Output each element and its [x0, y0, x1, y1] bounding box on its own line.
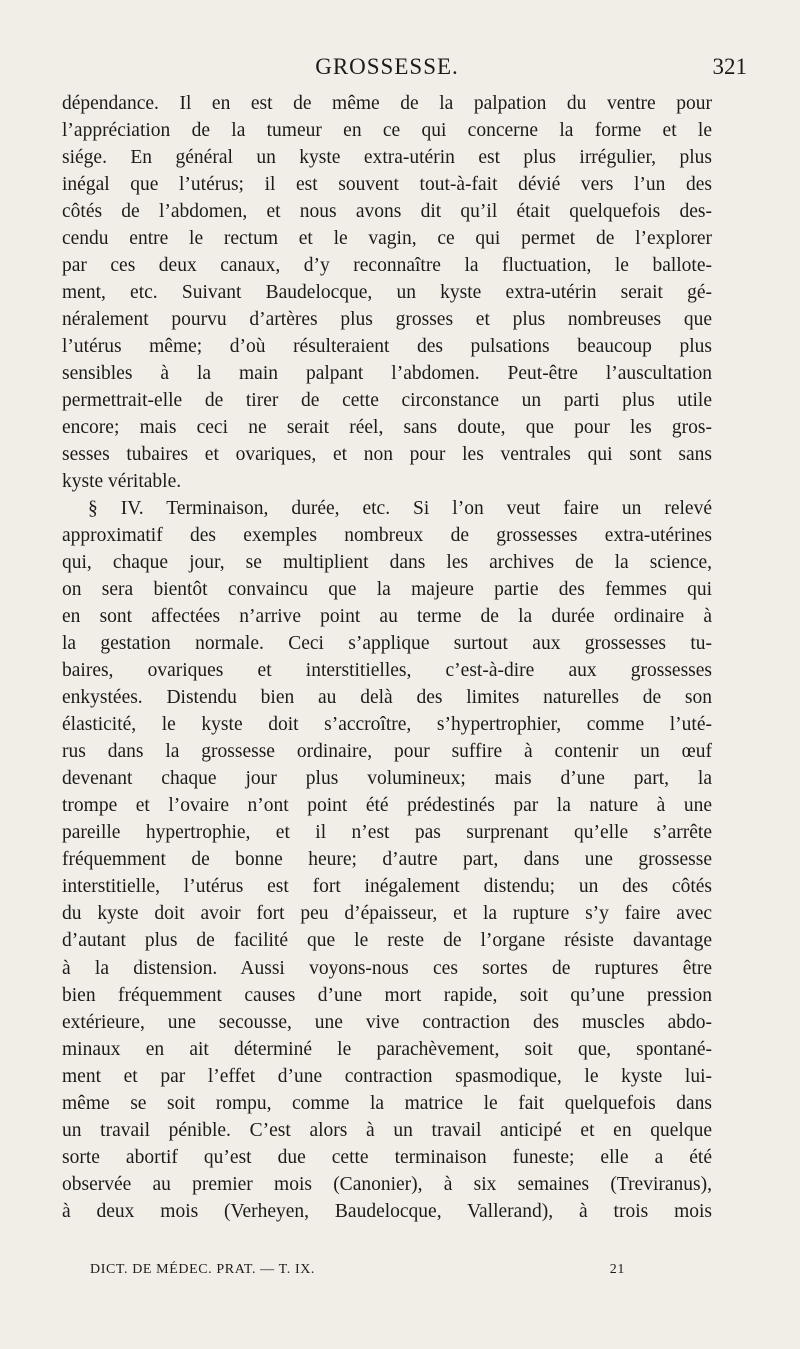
running-head: GROSSESSE. [315, 54, 459, 79]
page-number: 321 [712, 54, 747, 79]
text-line: même se soit rompu, comme la matrice le fait quelquefois dans [62, 1092, 712, 1114]
text-line: à deux mois (Verheyen, Baudelocque, Vallerand), à trois mois [62, 1200, 712, 1222]
text-line: extérieure, une secousse, une vive contraction des muscles abdo- [62, 1011, 712, 1033]
text-line: devenant chaque jour plus volumineux; mais d’une part, la [62, 768, 712, 790]
text-line: inégal que l’utérus; il est souvent tout-à-fait dévié vers l’un des [62, 174, 712, 196]
text-line: ment, etc. Suivant Baudelocque, un kyste extra-utérin serait gé- [62, 282, 712, 304]
text-line: fréquemment de bonne heure; d’autre part, dans une grossesse [62, 849, 712, 871]
text-line: observée au premier mois (Canonier), à six semaines (Treviranus), [62, 1173, 712, 1195]
text-line: à la distension. Aussi voyons-nous ces sortes de ruptures être [62, 957, 712, 979]
text-line: élasticité, le kyste doit s’accroître, s’hypertrophier, comme l’uté- [62, 714, 712, 736]
text-line: enkystées. Distendu bien au delà des limites naturelles de son [62, 687, 712, 709]
text-line: approximatif des exemples nombreux de grossesses extra-utérines [62, 525, 712, 547]
text-line: bien fréquemment causes d’une mort rapide, soit qu’une pression [62, 984, 712, 1006]
text-line: siége. En général un kyste extra-utérin est plus irrégulier, plus [62, 147, 712, 169]
page-header [62, 54, 747, 88]
text-line: trompe et l’ovaire n’ont point été prédestinés par la nature à une [62, 795, 712, 817]
text-line: l’appréciation de la tumeur en ce qui concerne la forme et le [62, 120, 712, 142]
text-line: on sera bientôt convaincu que la majeure partie des femmes qui [62, 579, 712, 601]
text-line: interstitielle, l’utérus est fort inégalement distendu; un des côtés [62, 876, 712, 898]
text-line: sesses tubaires et ovariques, et non pour les ventrales qui sont sans [62, 444, 712, 466]
section-heading-line: § IV. Terminaison, durée, etc. Si l’on veut faire un relevé [88, 498, 712, 520]
text-line: ment et par l’effet d’une contraction spasmodique, le kyste lui- [62, 1065, 712, 1087]
text-line: par ces deux canaux, d’y reconnaître la fluctuation, le ballote- [62, 255, 712, 277]
text-line: rus dans la grossesse ordinaire, pour suffire à contenir un œuf [62, 741, 712, 763]
text-line: sorte abortif qu’est due cette terminaison funeste; elle a été [62, 1146, 712, 1168]
text-line: qui, chaque jour, se multiplient dans les archives de la science, [62, 552, 712, 574]
paragraph-end-line: kyste véritable. [62, 471, 182, 493]
text-line: du kyste doit avoir fort peu d’épaisseur, et la rupture s’y faire avec [62, 903, 712, 925]
text-line: encore; mais ceci ne serait réel, sans doute, que pour les gros- [62, 417, 712, 439]
text-line: minaux en ait déterminé le parachèvement, soit que, spontané- [62, 1038, 712, 1060]
text-line: néralement pourvu d’artères plus grosses et plus nombreuses que [62, 309, 712, 331]
text-line: sensibles à la main palpant l’abdomen. Peut-être l’auscultation [62, 363, 712, 385]
text-line: permettrait-elle de tirer de cette circonstance un parti plus utile [62, 390, 712, 412]
signature-mark: DICT. DE MÉDEC. PRAT. — T. IX. [90, 1262, 316, 1277]
text-line: un travail pénible. C’est alors à un travail anticipé et en quelque [62, 1119, 712, 1141]
text-line: cendu entre le rectum et le vagin, ce qui permet de l’explorer [62, 228, 712, 250]
body-text [62, 90, 712, 1225]
text-line: en sont affectées n’arrive point au terme de la durée ordinaire à [62, 606, 712, 628]
signature-number: 21 [609, 1262, 625, 1277]
text-line: l’utérus même; d’où résulteraient des pulsations beaucoup plus [62, 336, 712, 358]
text-line: côtés de l’abdomen, et nous avons dit qu’il était quelquefois des- [62, 201, 712, 223]
page-footer [90, 1262, 625, 1286]
text-line: d’autant plus de facilité que le reste de l’organe résiste davantage [62, 930, 712, 952]
text-line: pareille hypertrophie, et il n’est pas surprenant qu’elle s’arrête [62, 822, 712, 844]
text-line: la gestation normale. Ceci s’applique surtout aux grossesses tu- [62, 633, 712, 655]
text-line: dépendance. Il en est de même de la palpation du ventre pour [62, 93, 712, 114]
text-line: baires, ovariques et interstitielles, c’est-à-dire aux grossesses [62, 660, 712, 682]
